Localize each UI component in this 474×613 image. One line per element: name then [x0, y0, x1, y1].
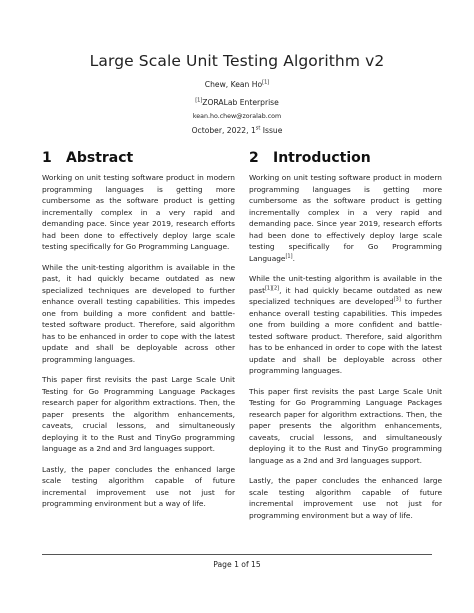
issue-date — [0, 126, 474, 135]
paragraph-text: , it had quickly became outdated as new specialized techniques are developed — [249, 285, 442, 306]
introduction-section — [249, 150, 442, 530]
introduction-paragraph: Working on unit testing software product in modern programming languages is getting more cumbersome as the software product is getting incrementally complex in a very rapid and demanding pace. Since year 2019, research efforts had been done to effectively deploy large scale testing specifically for Go Programming Language[1]. — [249, 173, 442, 263]
abstract-section — [42, 150, 235, 519]
introduction-paragraph — [249, 273, 442, 377]
section-title: Abstract — [66, 150, 134, 166]
abstract-paragraph: Working on unit testing software product in modern programming languages is getting more cumbersome as the software product is getting incrementally complex in a very rapid and demanding pace. Since year 2019, research efforts had been done to effectively deploy large scale testing specifically for Go Programming Language. — [42, 173, 235, 251]
page-number: Page 1 of 15 — [213, 560, 261, 569]
date-suffix: Issue — [260, 126, 283, 135]
affiliation-line — [0, 98, 474, 107]
affiliation-name: ZORALab Enterprise — [202, 98, 279, 107]
abstract-paragraph: This paper first revisits the past Large Scale Unit Testing for Go Programming Language Packages research paper for algorithm extractions. Then, the paper presents the algorithm enhancements, caveats, crucial lessons, and simultaneously deploying it to the Rust and TinyGo programming language as a 2nd and 3rd languages support. — [42, 375, 235, 453]
author-email[interactable]: kean.ho.chew@zoralab.com — [192, 113, 282, 120]
footer-divider — [42, 554, 432, 555]
introduction-heading — [249, 150, 442, 166]
abstract-paragraph: While the unit-testing algorithm is available in the past, it had quickly became outdated as new specialized techniques are developed to further enhance overall testing capabilities. This impedes one from building a more confident and battle-tested software product. Therefore, said algorithm has to be enhanced in order to cope with the latest update and shall be deployable across other programming languages. — [42, 262, 235, 364]
introduction-paragraph: Lastly, the paper concludes the enhanced large scale testing algorithm capable of future incremental improvement use not just for programming environment but a way of life. — [249, 476, 442, 520]
section-number: 1 — [42, 150, 52, 166]
citation-ref[interactable]: [1][2] — [264, 285, 280, 292]
introduction-paragraph: This paper first revisits the past Large Scale Unit Testing for Go Programming Language Packages research paper for algorithm extractions. Then, the paper presents the algorithm enhancements, caveats, crucial lessons, and simultaneously deploying it to the Rust and TinyGo programming language as a 2nd and 3rd languages support. — [249, 386, 442, 465]
author-line — [0, 80, 474, 89]
author-name: Chew, Kean Ho — [204, 80, 263, 89]
abstract-paragraph: Lastly, the paper concludes the enhanced large scale testing algorithm capable of future incremental improvement use not just for programming environment but a way of life. — [42, 464, 235, 508]
author-ref[interactable]: [1] — [262, 79, 270, 86]
section-number: 2 — [249, 150, 259, 166]
section-title: Introduction — [273, 150, 371, 166]
date-ordinal: st — [255, 125, 261, 132]
affiliation-ref: [1] — [195, 97, 203, 104]
paragraph-text: While the unit-testing algorithm is available in the past — [249, 274, 442, 295]
paragraph-text: to further enhance overall testing capabilities. This impedes one from building a more confident and battle-tested software product. Therefore, said algorithm has to be enhanced in order to cope with the latest update and shall be deployable across other programming languages. — [249, 297, 442, 375]
citation-ref[interactable]: [1] — [285, 253, 293, 260]
date-prefix: October, 2022, 1 — [191, 126, 256, 135]
citation-ref[interactable]: [3] — [393, 296, 401, 303]
paper-title: Large Scale Unit Testing Algorithm v2 — [89, 52, 385, 70]
abstract-heading — [42, 150, 235, 166]
paragraph-text: Working on unit testing software product in modern programming languages is getting more cumbersome as the software product is getting incrementally complex in a very rapid and demanding pace. Since year 2019, research efforts had been done to effectively deploy large scale testing specifically for Go Programming Language — [249, 173, 442, 263]
